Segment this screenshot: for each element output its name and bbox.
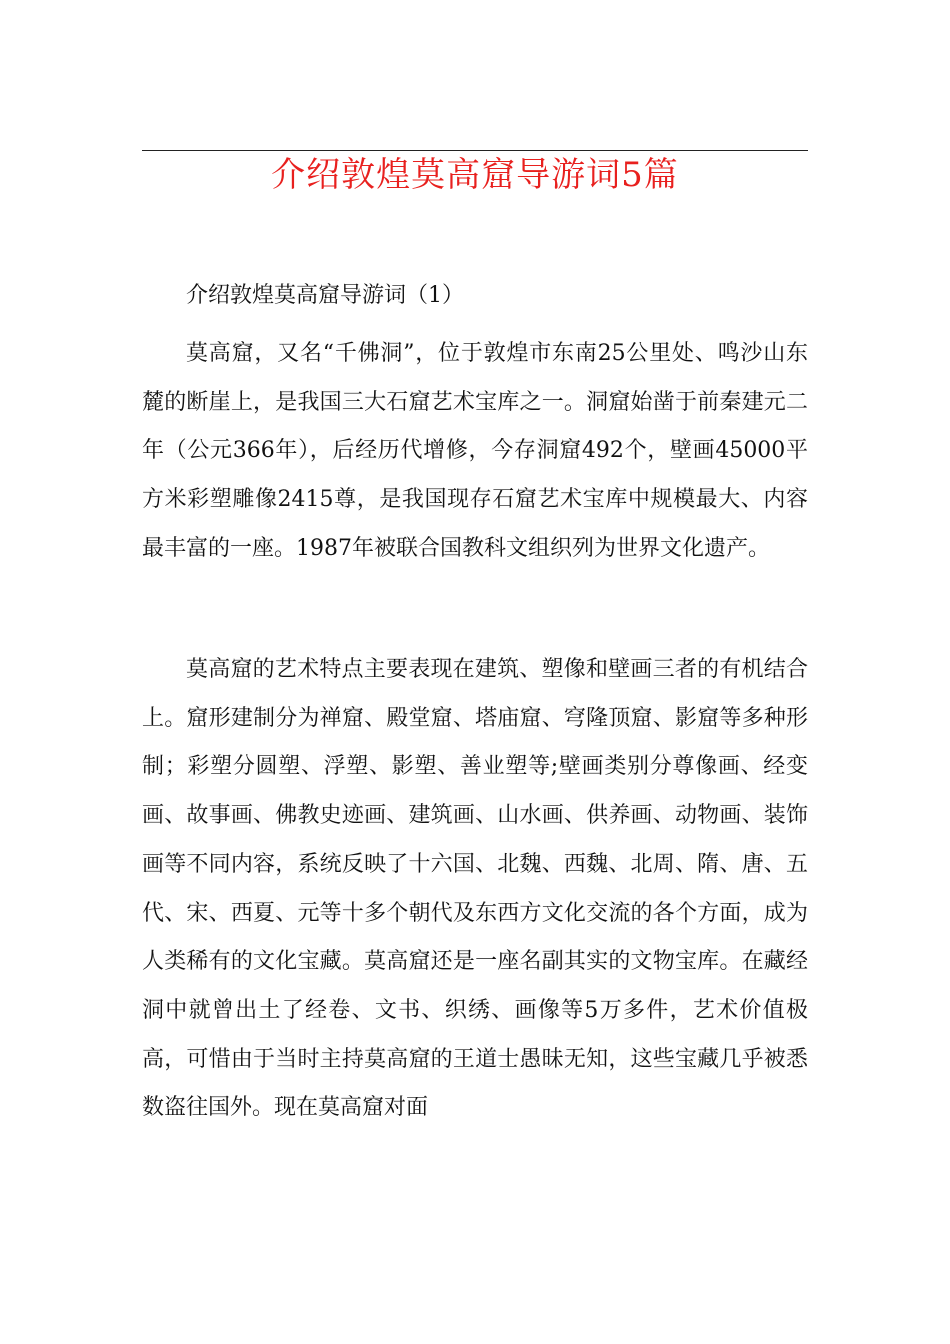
paragraph-2: 莫高窟的艺术特点主要表现在建筑、塑像和壁画三者的有机结合上。窟形建制分为禅窟、殿堂窟、塔庙窟、穹隆顶窟、影窟等多种形制；彩塑分圆塑、浮塑、影塑、善业塑等;壁画类别分尊像画、经变画、故事画、佛教史迹画、建筑画、山水画、供养画、动物画、装饰画等不同内容，系统反映了十六国、北魏、西魏、北周、隋、唐、五代、宋、西夏、元等十多个朝代及东西方文化交流的各个方面，成为人类稀有的文化宝藏。莫高窟还是一座名副其实的文物宝库。在藏经洞中就曾出土了经卷、文书、织绣、画像等5万多件，艺术价值极高，可惜由于当时主持莫高窟的王道士愚昧无知，这些宝藏几乎被悉数盗往国外。现在莫高窟对面 [142, 657, 808, 1121]
section-heading: 介绍敦煌莫高窟导游词（1） [186, 283, 464, 308]
paragraph-1: 莫高窟，又名“千佛洞”，位于敦煌市东南25公里处、鸣沙山东麓的断崖上，是我国三大石窟艺术宝库之一。洞窟始凿于前秦建元二年（公元366年），后经历代增修，今存洞窟492个，壁画45000平方米彩塑雕像2415尊，是我国现存石窟艺术宝库中规模最大、内容最丰富的一座。1987年被联合国教科文组织列为世界文化遗产。 [142, 341, 808, 561]
document-title: 介绍敦煌莫高窟导游词5篇 [271, 155, 679, 195]
